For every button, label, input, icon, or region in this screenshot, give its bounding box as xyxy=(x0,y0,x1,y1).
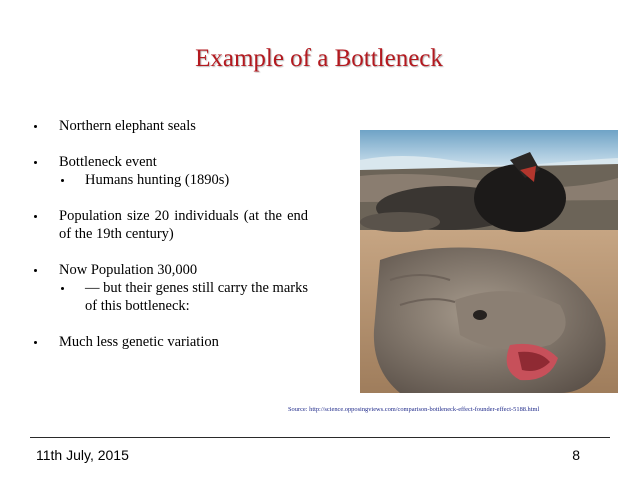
bullet-item xyxy=(34,333,308,351)
bullet-text: Northern elephant seals xyxy=(59,118,196,134)
bullet-item xyxy=(34,153,308,171)
slide-title: Example of a Bottleneck xyxy=(195,45,443,72)
bullet-text: Now Population 30,000 xyxy=(59,262,198,278)
bullet-dot-icon xyxy=(34,161,37,164)
bullet-text: Humans hunting (1890s) xyxy=(85,172,230,188)
bullet-dot-icon xyxy=(34,215,37,218)
footer-divider xyxy=(30,437,610,438)
bullet-dot-icon xyxy=(34,269,37,272)
bullet-dot-icon xyxy=(61,179,64,182)
bullet-item xyxy=(34,207,308,243)
page-number: 8 xyxy=(572,447,580,463)
bullet-item xyxy=(34,261,308,279)
bullet-text: — but their genes still carry the marks of this bottleneck: xyxy=(85,280,308,314)
sub-bullet-item xyxy=(34,171,308,189)
bullet-dot-icon xyxy=(61,287,64,290)
footer-date: 11th July, 2015 xyxy=(36,447,129,463)
bullet-dot-icon xyxy=(34,125,37,128)
bullet-dot-icon xyxy=(34,341,37,344)
source-citation: Source: http://science.opposingviews.com/comparison-bottleneck-effect-founder-effect-5188.html xyxy=(288,406,540,413)
sub-bullet-item xyxy=(34,279,308,315)
elephant-seals-photo xyxy=(360,130,618,393)
bullet-text: Population size 20 individuals (at the end of the 19th century) xyxy=(59,208,308,242)
bullet-text: Bottleneck event xyxy=(59,154,157,170)
bullet-item xyxy=(34,117,308,135)
bullet-text: Much less genetic variation xyxy=(59,334,219,350)
